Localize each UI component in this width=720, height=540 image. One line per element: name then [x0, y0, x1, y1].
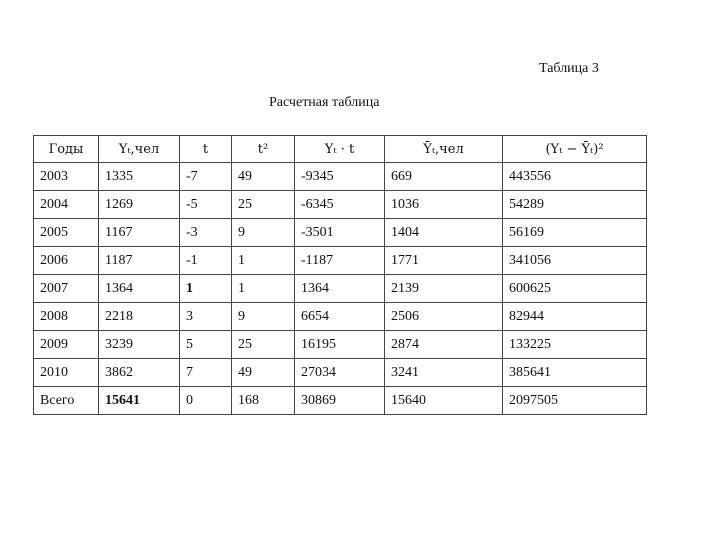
header-squared-deviation: (Yₜ − Ȳₜ)² [503, 136, 647, 163]
table-row [34, 275, 647, 303]
cell-t-squared: 49 [232, 163, 295, 191]
cell-squared-deviation: 385641 [503, 359, 647, 387]
cell-year: 2007 [34, 275, 99, 303]
cell-year: 2003 [34, 163, 99, 191]
cell-t: -7 [180, 163, 232, 191]
cell-t-squared: 9 [232, 303, 295, 331]
cell-t: 3 [180, 303, 232, 331]
cell-yt-times-t: 1364 [295, 275, 385, 303]
cell-year: 2010 [34, 359, 99, 387]
cell-squared-deviation: 82944 [503, 303, 647, 331]
cell-year: 2005 [34, 219, 99, 247]
cell-population: 2218 [99, 303, 180, 331]
table-row [34, 331, 647, 359]
cell-squared-deviation: 56169 [503, 219, 647, 247]
cell-squared-deviation: 54289 [503, 191, 647, 219]
cell-squared-deviation: 341056 [503, 247, 647, 275]
table-title: Расчетная таблица [269, 95, 380, 110]
cell-t-squared: 25 [232, 331, 295, 359]
cell-trend-value: 669 [385, 163, 503, 191]
cell-population: 1269 [99, 191, 180, 219]
cell-t: -3 [180, 219, 232, 247]
cell-trend-value: 2139 [385, 275, 503, 303]
header-trend-value: Ȳₜ,чел [385, 136, 503, 163]
cell-population: 15641 [99, 387, 180, 415]
cell-population: 3862 [99, 359, 180, 387]
cell-trend-value: 2506 [385, 303, 503, 331]
cell-year: 2004 [34, 191, 99, 219]
table-row [34, 303, 647, 331]
cell-t: 1 [180, 275, 232, 303]
header-t: t [180, 136, 232, 163]
table-row [34, 247, 647, 275]
cell-trend-value: 15640 [385, 387, 503, 415]
cell-yt-times-t: 16195 [295, 331, 385, 359]
cell-yt-times-t: 6654 [295, 303, 385, 331]
cell-yt-times-t: 27034 [295, 359, 385, 387]
cell-t: 0 [180, 387, 232, 415]
header-yt-times-t: Yₜ · t [295, 136, 385, 163]
cell-trend-value: 1404 [385, 219, 503, 247]
cell-population: 1364 [99, 275, 180, 303]
cell-population: 1167 [99, 219, 180, 247]
cell-yt-times-t: -1187 [295, 247, 385, 275]
cell-population: 1187 [99, 247, 180, 275]
cell-year: 2008 [34, 303, 99, 331]
cell-yt-times-t: 30869 [295, 387, 385, 415]
cell-t: -5 [180, 191, 232, 219]
cell-t-squared: 1 [232, 247, 295, 275]
header-population: Yₜ,чел [99, 136, 180, 163]
cell-year: 2009 [34, 331, 99, 359]
cell-t-squared: 1 [232, 275, 295, 303]
cell-trend-value: 1036 [385, 191, 503, 219]
calculation-table [33, 135, 647, 415]
cell-year: Всего [34, 387, 99, 415]
cell-trend-value: 1771 [385, 247, 503, 275]
table-header-row [34, 136, 647, 163]
table-row [34, 163, 647, 191]
cell-t: 5 [180, 331, 232, 359]
table-row [34, 359, 647, 387]
cell-yt-times-t: -6345 [295, 191, 385, 219]
cell-squared-deviation: 133225 [503, 331, 647, 359]
cell-squared-deviation: 600625 [503, 275, 647, 303]
cell-population: 3239 [99, 331, 180, 359]
cell-yt-times-t: -3501 [295, 219, 385, 247]
cell-t-squared: 49 [232, 359, 295, 387]
cell-t-squared: 25 [232, 191, 295, 219]
header-t-squared: t² [232, 136, 295, 163]
cell-t-squared: 168 [232, 387, 295, 415]
table-row [34, 219, 647, 247]
header-years: Годы [34, 136, 99, 163]
cell-population: 1335 [99, 163, 180, 191]
cell-year: 2006 [34, 247, 99, 275]
table-row [34, 387, 647, 415]
cell-squared-deviation: 2097505 [503, 387, 647, 415]
cell-t-squared: 9 [232, 219, 295, 247]
table-body [34, 163, 647, 415]
cell-squared-deviation: 443556 [503, 163, 647, 191]
table-number: Таблица 3 [539, 61, 599, 76]
cell-yt-times-t: -9345 [295, 163, 385, 191]
cell-t: -1 [180, 247, 232, 275]
cell-trend-value: 2874 [385, 331, 503, 359]
cell-t: 7 [180, 359, 232, 387]
cell-trend-value: 3241 [385, 359, 503, 387]
table-row [34, 191, 647, 219]
